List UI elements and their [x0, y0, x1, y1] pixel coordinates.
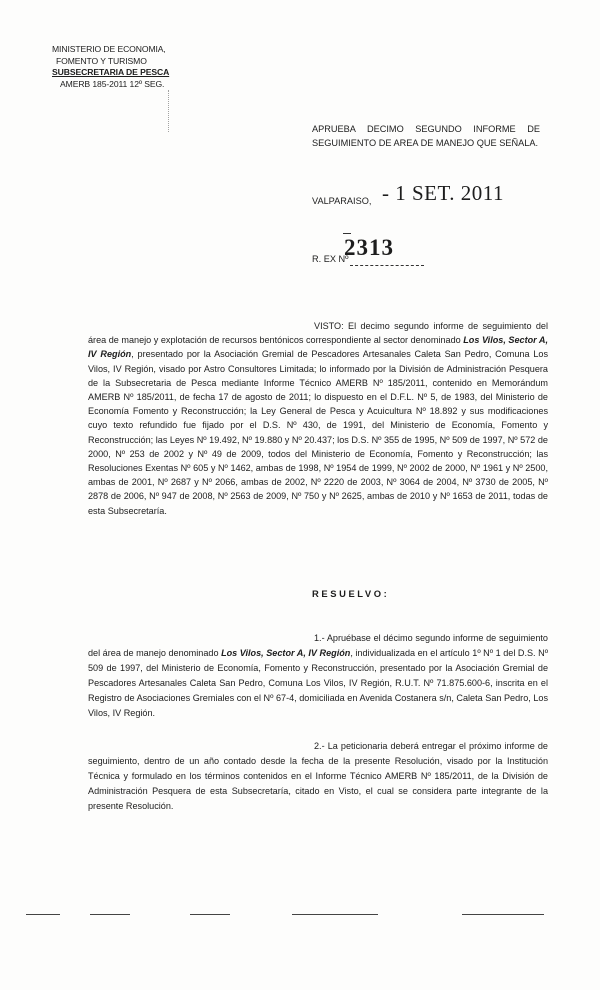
point-1-paragraph: [88, 631, 548, 721]
visto-text-2: , presentado por la Asociación Gremial de Pescadores Artesanales Caleta San Pedro, Comuna Los Vilos, IV Región, visado por Astro Consultores Limitada; lo informado por la División de Administración Pesquera de la Subsecretaria de Pesca mediante Informe Técnico AMERB Nº 185/2011, contenido en Memorándum AMERB Nº 185/2011, de fecha 17 de agosto de 2011; lo dispuesto en el D.F.L. Nº 5, de 1983, del Ministerio de Economía Fomento y Reconstrucción; la Ley General de Pesca y Acuicultura Nº 18.892 y sus modificaciones cuyo texto refundido fue fijado por el D.S. Nº 430, de 1991, del Ministerio de Economía, Fomento y Reconstrucción; las Leyes Nº 19.492, Nº 19.880 y Nº 20.437; los D.S. Nº 355 de 1995, Nº 509 de 1997, Nº 572 de 2000, Nº 253 de 2002 y Nº 49 de 2009, todos del Ministerio de Economía, Fomento y Reconstrucción; las Resoluciones Exentas Nº 605 y Nº 1462, ambas de 1998, Nº 1954 de 1999, Nº 2002 de 2000, Nº 1961 y Nº 2500, ambas de 2001, Nº 2687 y Nº 2066, ambas de 2002, Nº 2220 de 2003, Nº 3064 de 2004, Nº 3730 de 2005, Nº 2878 de 2006, Nº 947 de 2008, Nº 2563 de 2009, Nº 750 y Nº 2625, ambas de 2010 y Nº 1653 de 2011, todas de esta Subsecretaría.: [88, 349, 548, 516]
point-2-text: 2.- La peticionaria deberá entregar el próximo informe de seguimiento, dentro de un año contado desde la fecha de la presente Resolución, visado por la Institución Técnica y formulado en los términos contenidos en el Informe Técnico AMERB Nº 185/2011, de la División de Administración Pesquera de esta Subsecretaría, citado en Visto, el cual se considera parte integrante de la presente Resolución.: [88, 741, 548, 811]
document-title: APRUEBA DECIMO SEGUNDO INFORME DE SEGUIMIENTO DE AREA DE MANEJO QUE SEÑALA.: [312, 124, 540, 148]
subsecretary-name: SUBSECRETARIA DE PESCA: [52, 67, 170, 77]
signature-line-2: [90, 914, 130, 915]
signature-line-5: [462, 914, 544, 915]
ministry-name: MINISTERIO DE ECONOMIA,: [52, 44, 166, 54]
stamp-mark: [168, 90, 179, 132]
resuelvo-heading: RESUELVO:: [312, 588, 390, 599]
letterhead: [52, 44, 169, 90]
number-mark: [343, 233, 351, 234]
signature-line-1: [26, 914, 60, 915]
point-1-text-1: 1.- Apruébase el décimo segundo informe de seguimiento del área de manejo denominado: [88, 633, 548, 658]
point-1-place: Los Vilos, Sector A, IV Región: [221, 648, 351, 658]
visto-paragraph: [88, 319, 548, 518]
place-label: VALPARAISO,: [312, 196, 372, 206]
stamped-date: - 1 SET. 2011: [382, 181, 504, 205]
resolution-number: 2313: [344, 235, 394, 260]
visto-place: Los Vilos, Sector A, IV Región: [88, 335, 548, 360]
visto-lead: VISTO:: [314, 321, 344, 331]
resolution-label: R. EX Nº: [312, 254, 349, 264]
file-reference: AMERB 185-2011 12º SEG.: [60, 78, 165, 89]
point-1-text-2: , individualizada en el artículo 1º Nº 1 del D.S. Nº 509 de 1997, del Ministerio de Economía, Fomento y Reconstrucción, presentado por la Asociación Gremial de Pescadores Artesanales Caleta San Pedro, Comuna Los Vilos, IV Región, R.U.T. Nº 71.875.600-6, inscrita en el Registro de Asociaciones Gremiales con el Nº 67-4, domiciliada en Avenida Costanera s/n, Caleta San Pedro, Los Vilos, IV Región.: [88, 648, 549, 718]
signature-line-3: [190, 914, 230, 915]
resolution-number-line: [350, 265, 424, 266]
ministry-subname: FOMENTO Y TURISMO: [56, 55, 147, 66]
visto-text-1: El decimo segundo informe de seguimiento del área de manejo y explotación de recursos bentónicos correspondiente al sector denominado: [88, 321, 548, 346]
signature-line-4: [292, 914, 378, 915]
point-2-paragraph: [88, 739, 548, 814]
